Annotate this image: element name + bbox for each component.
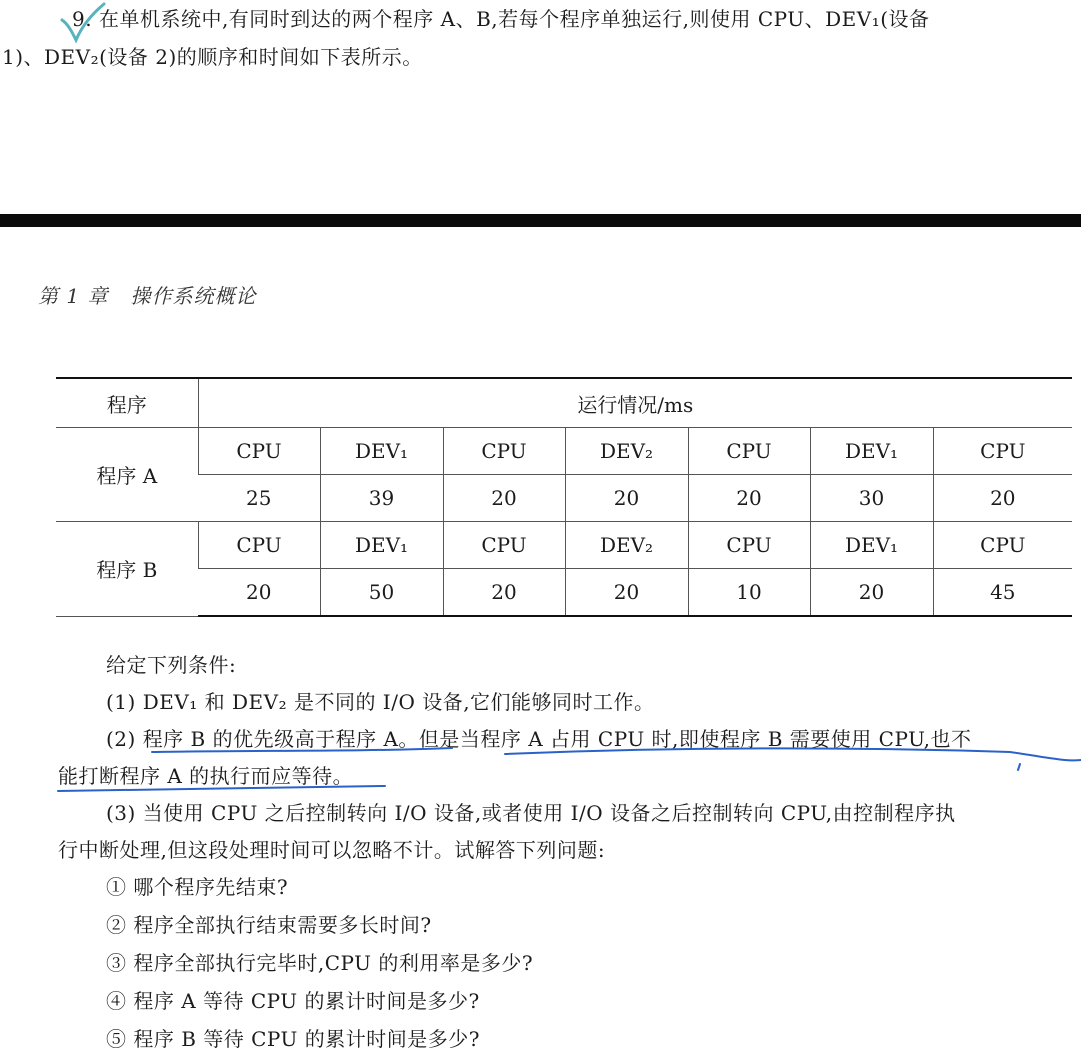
question-line-2: 1)、DEV₂(设备 2)的顺序和时间如下表所示。 [2, 45, 423, 69]
question-item: ① 哪个程序先结束? [106, 875, 289, 899]
row-label-a: 程序 A [56, 428, 198, 522]
table-row [56, 569, 1072, 617]
row-label-b: 程序 B [56, 522, 198, 617]
conditions-intro: 给定下列条件: [106, 653, 237, 677]
device-cell: CPU [443, 522, 565, 569]
device-cell: DEV₂ [565, 428, 688, 475]
device-cell: DEV₁ [810, 522, 933, 569]
time-cell: 50 [320, 569, 443, 617]
time-cell: 45 [933, 569, 1072, 617]
device-cell: CPU [198, 428, 320, 475]
condition-2-line-1: (2) 程序 B 的优先级高于程序 A。但是当程序 A 占用 CPU 时,即使程序 B 需要使用 CPU,也不 [106, 727, 972, 751]
time-cell: 20 [198, 569, 320, 617]
chapter-title: 操作系统概论 [130, 284, 257, 308]
device-cell: DEV₁ [320, 428, 443, 475]
table-row [56, 522, 1072, 569]
device-cell: DEV₂ [565, 522, 688, 569]
device-cell: CPU [688, 522, 810, 569]
device-cell: CPU [198, 522, 320, 569]
question-item: ④ 程序 A 等待 CPU 的累计时间是多少? [106, 989, 480, 1013]
question-item: ② 程序全部执行结束需要多长时间? [106, 913, 432, 937]
time-cell: 39 [320, 475, 443, 522]
table-row [56, 428, 1072, 475]
device-cell: CPU [933, 522, 1072, 569]
device-cell: CPU [933, 428, 1072, 475]
time-cell: 20 [443, 475, 565, 522]
table-header-row [56, 378, 1072, 428]
device-cell: CPU [443, 428, 565, 475]
time-cell: 20 [443, 569, 565, 617]
time-cell: 20 [810, 569, 933, 617]
condition-3-line-2: 行中断处理,但这段处理时间可以忽略不计。试解答下列问题: [58, 838, 606, 862]
question-item: ⑤ 程序 B 等待 CPU 的累计时间是多少? [106, 1027, 480, 1051]
header-run: 运行情况/ms [198, 378, 1072, 428]
header-program: 程序 [56, 378, 198, 428]
condition-3-line-1: (3) 当使用 CPU 之后控制转向 I/O 设备,或者使用 I/O 设备之后控制转向 CPU,由控制程序执 [106, 801, 956, 825]
chapter-heading [38, 280, 256, 309]
condition-2-line-2: 能打断程序 A 的执行而应等待。 [58, 764, 354, 788]
time-cell: 20 [565, 475, 688, 522]
page-separator [0, 214, 1081, 227]
time-cell: 10 [688, 569, 810, 617]
time-cell: 30 [810, 475, 933, 522]
run-schedule-table [56, 377, 1072, 617]
time-cell: 20 [565, 569, 688, 617]
question-item: ③ 程序全部执行完毕时,CPU 的利用率是多少? [106, 951, 534, 975]
time-cell: 20 [688, 475, 810, 522]
device-cell: CPU [688, 428, 810, 475]
condition-1: (1) DEV₁ 和 DEV₂ 是不同的 I/O 设备,它们能够同时工作。 [106, 690, 655, 714]
device-cell: DEV₁ [810, 428, 933, 475]
device-cell: DEV₁ [320, 522, 443, 569]
time-cell: 20 [933, 475, 1072, 522]
question-line-1: 9. 在单机系统中,有同时到达的两个程序 A、B,若每个程序单独运行,则使用 CPU、DEV₁(设备 [72, 7, 930, 31]
table-row [56, 475, 1072, 522]
chapter-number: 第 1 章 [38, 284, 109, 308]
time-cell: 25 [198, 475, 320, 522]
